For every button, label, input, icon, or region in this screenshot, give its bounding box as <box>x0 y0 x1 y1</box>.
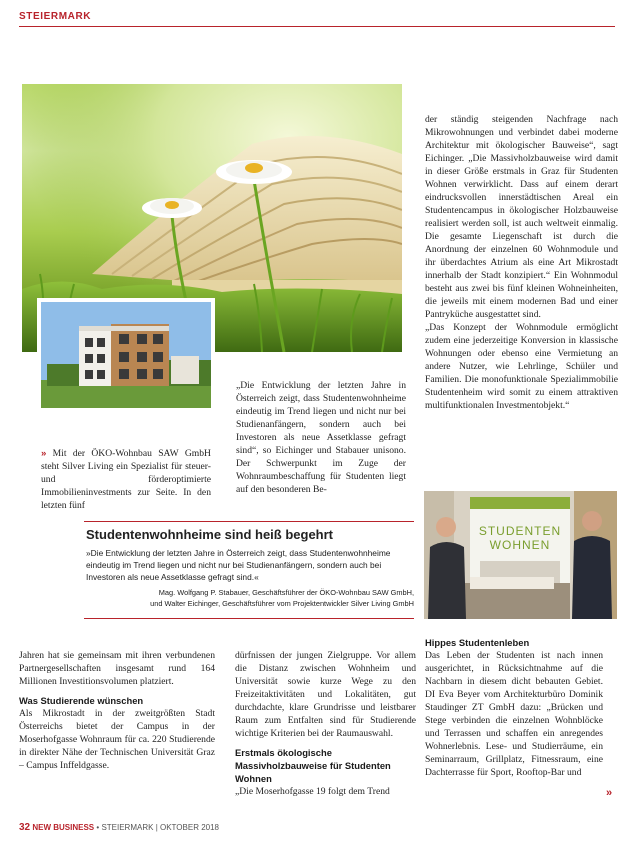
paragraph: „Das Konzept der Wohnmodule ermöglicht zudem eine jederzeitige Konversion in klassische Wohnungen oder ebenso eine Vermietung an andere Nutzer, wie Lehrlinge, Schüler und Familien. Die monofunktionale Spezialimmobilie Studentenheim wird somit zu einem attraktiven multifunktionalen Investmentobjekt.“ <box>425 322 618 411</box>
footer-separator: • <box>96 823 100 832</box>
poster-title-line1: STUDENTEN <box>478 524 562 538</box>
footer-date: OKTOBER 2018 <box>160 823 219 832</box>
pullquote-heading: Studentenwohnheime sind heiß begehrt <box>86 527 334 542</box>
footer-bar: | <box>155 823 158 832</box>
building-photo <box>37 298 215 412</box>
page-footer <box>19 822 219 833</box>
page-number: 32 <box>19 822 31 833</box>
paragraph: der ständig steigenden Nachfrage nach Mikrowohnungen und verbindet dabei moderne Architektur mit ökologischer Bauweise“, sagt Eichinger. „Die Massivholzbauweise wird damit in dieser Größe erstmals in Graz für Studenten Wohnen verwirklicht. Dass auf einem derart eindrucksvollen innerstädtischen Areal ein Studentencampus in ökologischer Holzbauweise realisiert werden soll, ist auch weltweit einmalig. Die gesamte Liegenschaft ist durch die Anordnung der einzelnen 60 Wohnmodule und ihr überdachtes Atrium als eine Art Mikrostadt innerhalb der Stadt konzipiert.“ Ein Wohnmodul besteht aus zwei bis fünf kleinen Wohneinheiten, die jeweils mit einem modernen Bad und einer Pantryküche ausgestattet sind. <box>425 114 618 320</box>
paragraph: Als Mikrostadt in der zweitgrößten Stadt Österreichs bietet der Campus in der Moserhofgasse Wohnraum für ca. 220 Studierende in direkter Nähe der Technischen Universität Graz – Campus Inffeldgasse. <box>19 708 215 771</box>
section-label: STEIERMARK <box>19 11 92 22</box>
pullquote-rule-bottom <box>84 618 414 619</box>
paragraph: Jahren hat sie gemeinsam mit ihren verbundenen Partnergesellschaften insgesamt rund 164 Millionen Investitionsvolumen platziert. <box>19 650 215 687</box>
column-bottom-1 <box>19 649 215 772</box>
column-bottom-3 <box>425 636 603 779</box>
column-bottom-2 <box>235 649 416 798</box>
pullquote-rule-top <box>84 521 414 522</box>
column-right-upper <box>425 113 618 412</box>
section-rule <box>19 26 615 27</box>
paragraph: „Die Moserhofgasse 19 folgt dem Trend <box>235 786 390 797</box>
pullquote-source <box>86 588 414 609</box>
subheading: Hippes Studentenleben <box>425 637 530 648</box>
footer-region: STEIERMARK <box>101 823 154 832</box>
pullquote-body: »Die Entwicklung der letzten Jahre in Österreich zeigt, dass Studentenwohnheime eindeutig im Trend liegen und nicht nur bei Studienanfängern, sondern auch bei Investoren als neue Assetklasse gefragt sind.« <box>86 548 391 582</box>
paragraph: „Die Entwicklung der letzten Jahre in Österreich zeigt, dass Studentenwohnheime eindeutig im Trend liegen und nicht nur bei Studienanfängern, sondern auch bei Investoren als neue Assetklasse gefragt sind“, so Eichinger und Stabauer unisono. Der Schwerpunkt im Zuge der Wohnraumbeschaffung für Studenten liegt auf den besonderen Be- <box>236 380 406 495</box>
caption-lead-text: Mit der ÖKO-Wohnbau SAW GmbH steht Silver Living ein Spezialist für steuer- und förderoptimierte Immobilieninvestments zur Seite. In den letzten fünf <box>41 448 211 511</box>
continue-double-chevron-icon: » <box>606 787 613 799</box>
paragraph: Das Leben der Studenten ist nach innen ausgerichtet, in Rücksichtnahme auf die Nachbarn in diesem dicht bebauten Gebiet. DI Eva Beyer vom Architekturbüro Dominik Staudinger ZT GmbH dazu: „Brücken und Stege verbinden die einzelnen Wohnblöcke und Terrassen und schaffen ein anregendes Wohnerlebnis. Lese- und Studierräume, ein Seminarraum, Grillplatz, Fitnessraum, eine Dachterrasse für Sport, Rooftop-Bar und <box>425 650 603 778</box>
event-photo <box>424 491 617 619</box>
paragraph: dürfnissen der jungen Zielgruppe. Vor allem die Distanz zwischen Wohnheim und Universität sowie kurze Wege zu den Freizeitaktivitäten und Lokalitäten, gut durchdachte, klare Grundrisse und leistbarer Raum zum Entfalten sind für Studierende wichtige Kriterien bei der Raumauswahl. <box>235 650 416 739</box>
subheading: Was Studierende wünschen <box>19 695 144 706</box>
footer-brand: NEW BUSINESS <box>32 823 95 832</box>
pullquote-source-line: Mag. Wolfgang P. Stabauer, Geschäftsführer der ÖKO-Wohnbau SAW GmbH, <box>158 588 414 597</box>
pullquote-source-line: und Walter Eichinger, Geschäftsführer vom Projektentwickler Silver Living GmbH <box>150 598 414 608</box>
column-middle-upper <box>236 379 406 496</box>
lead-double-chevron-icon: » <box>41 448 47 459</box>
subheading: Erstmals ökologische Massivholzbauweise für Studenten Wohnen <box>235 747 391 784</box>
caption-left <box>41 447 211 512</box>
poster-title-line2: WOHNEN <box>489 538 551 552</box>
